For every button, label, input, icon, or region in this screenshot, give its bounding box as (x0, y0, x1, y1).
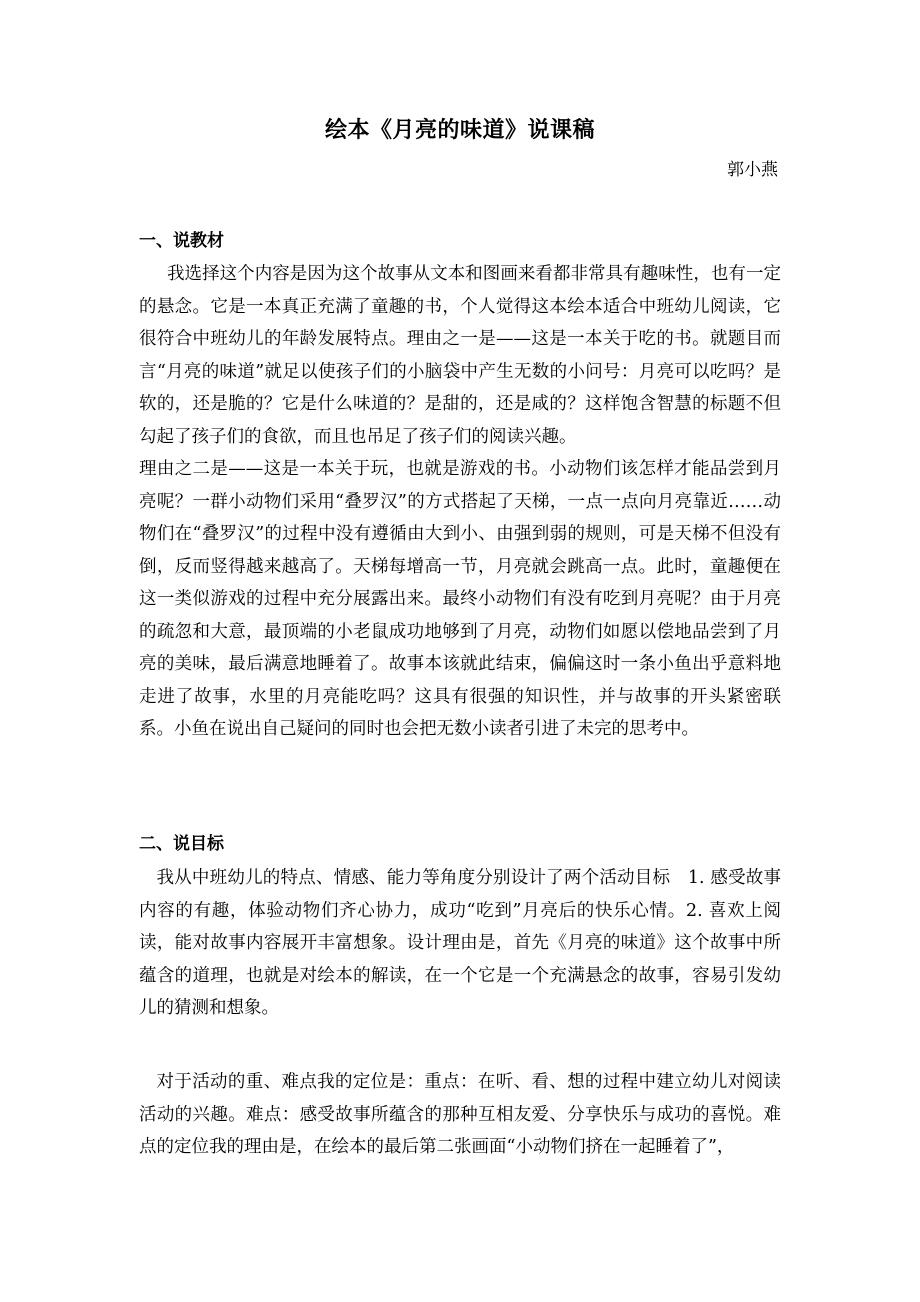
section-body-goals (139, 862, 781, 1025)
section-heading-teaching-material (139, 226, 781, 256)
paragraph: 理由之二是——这是一本关于玩，也就是游戏的书。小动物们该怎样才能品尝到月亮呢？一群小动物们采用“叠罗汉”的方式搭起了天梯，一点一点向月亮靠近……动物们在“叠罗汉”的过程中没有遵循由大到小、由强到弱的规则，可是天梯不但没有倒，反而竖得越来越高了。天梯每增高一节，月亮就会跳高一点。此时，童趣便在这一类似游戏的过程中充分展露出来。最终小动物们有没有吃到月亮呢？由于月亮的疏忽和大意，最顶端的小老鼠成功地够到了月亮，动物们如愿以偿地品尝到了月亮的美味，最后满意地睡着了。故事本该就此结束，偏偏这时一条小鱼出乎意料地走进了故事，水里的月亮能吃吗？这具有很强的知识性，并与故事的开头紧密联系。小鱼在说出自己疑问的同时也会把无数小读者引进了未完的思考中。 (139, 459, 781, 739)
paragraph: 我选择这个内容是因为这个故事从文本和图画来看都非常具有趣味性，也有一定的悬念。它是一本真正充满了童趣的书，个人觉得这本绘本适合中班幼儿阅读，它很符合中班幼儿的年龄发展特点。理由之一是——这是一本关于吃的书。就题目而言“月亮的味道”就足以使孩子们的小脑袋中产生无数的小问号：月亮可以吃吗？是软的，还是脆的？它是什么味道的？是甜的，还是咸的？这样饱含智慧的标题不但勾起了孩子们的食欲，而且也吊足了孩子们的阅读兴趣。 (139, 264, 781, 447)
section-heading-text: 一、说教材 (139, 231, 224, 251)
paragraph: 对于活动的重、难点我的定位是：重点：在听、看、想的过程中建立幼儿对阅读活动的兴趣。难点：感受故事所蕴含的那种互相友爱、分享快乐与成功的喜悦。难点的定位我的理由是，在绘本的最后第二张画面“小动物们挤在一起睡着了”， (139, 1072, 781, 1157)
author-name: 郭小燕 (727, 160, 778, 180)
section-heading-goals (139, 829, 781, 859)
paragraph: 我从中班幼儿的特点、情感、能力等角度分别设计了两个活动目标 1. 感受故事内容的有趣，体验动物们齐心协力，成功“吃到”月亮后的快乐心情。2. 喜欢上阅读，能对故事内容展开丰富想象。设计理由是，首先《月亮的味道》这个故事中所蕴含的道理，也就是对绘本的解读，在一个它是一个充满悬念的故事，容易引发幼儿的猜测和想象。 (139, 868, 781, 1018)
section-heading-text: 二、说目标 (139, 834, 224, 854)
document-title: 绘本《月亮的味道》说课稿 (324, 117, 595, 143)
section-body-key-points (139, 1066, 781, 1164)
section-body-teaching-material (139, 258, 781, 746)
